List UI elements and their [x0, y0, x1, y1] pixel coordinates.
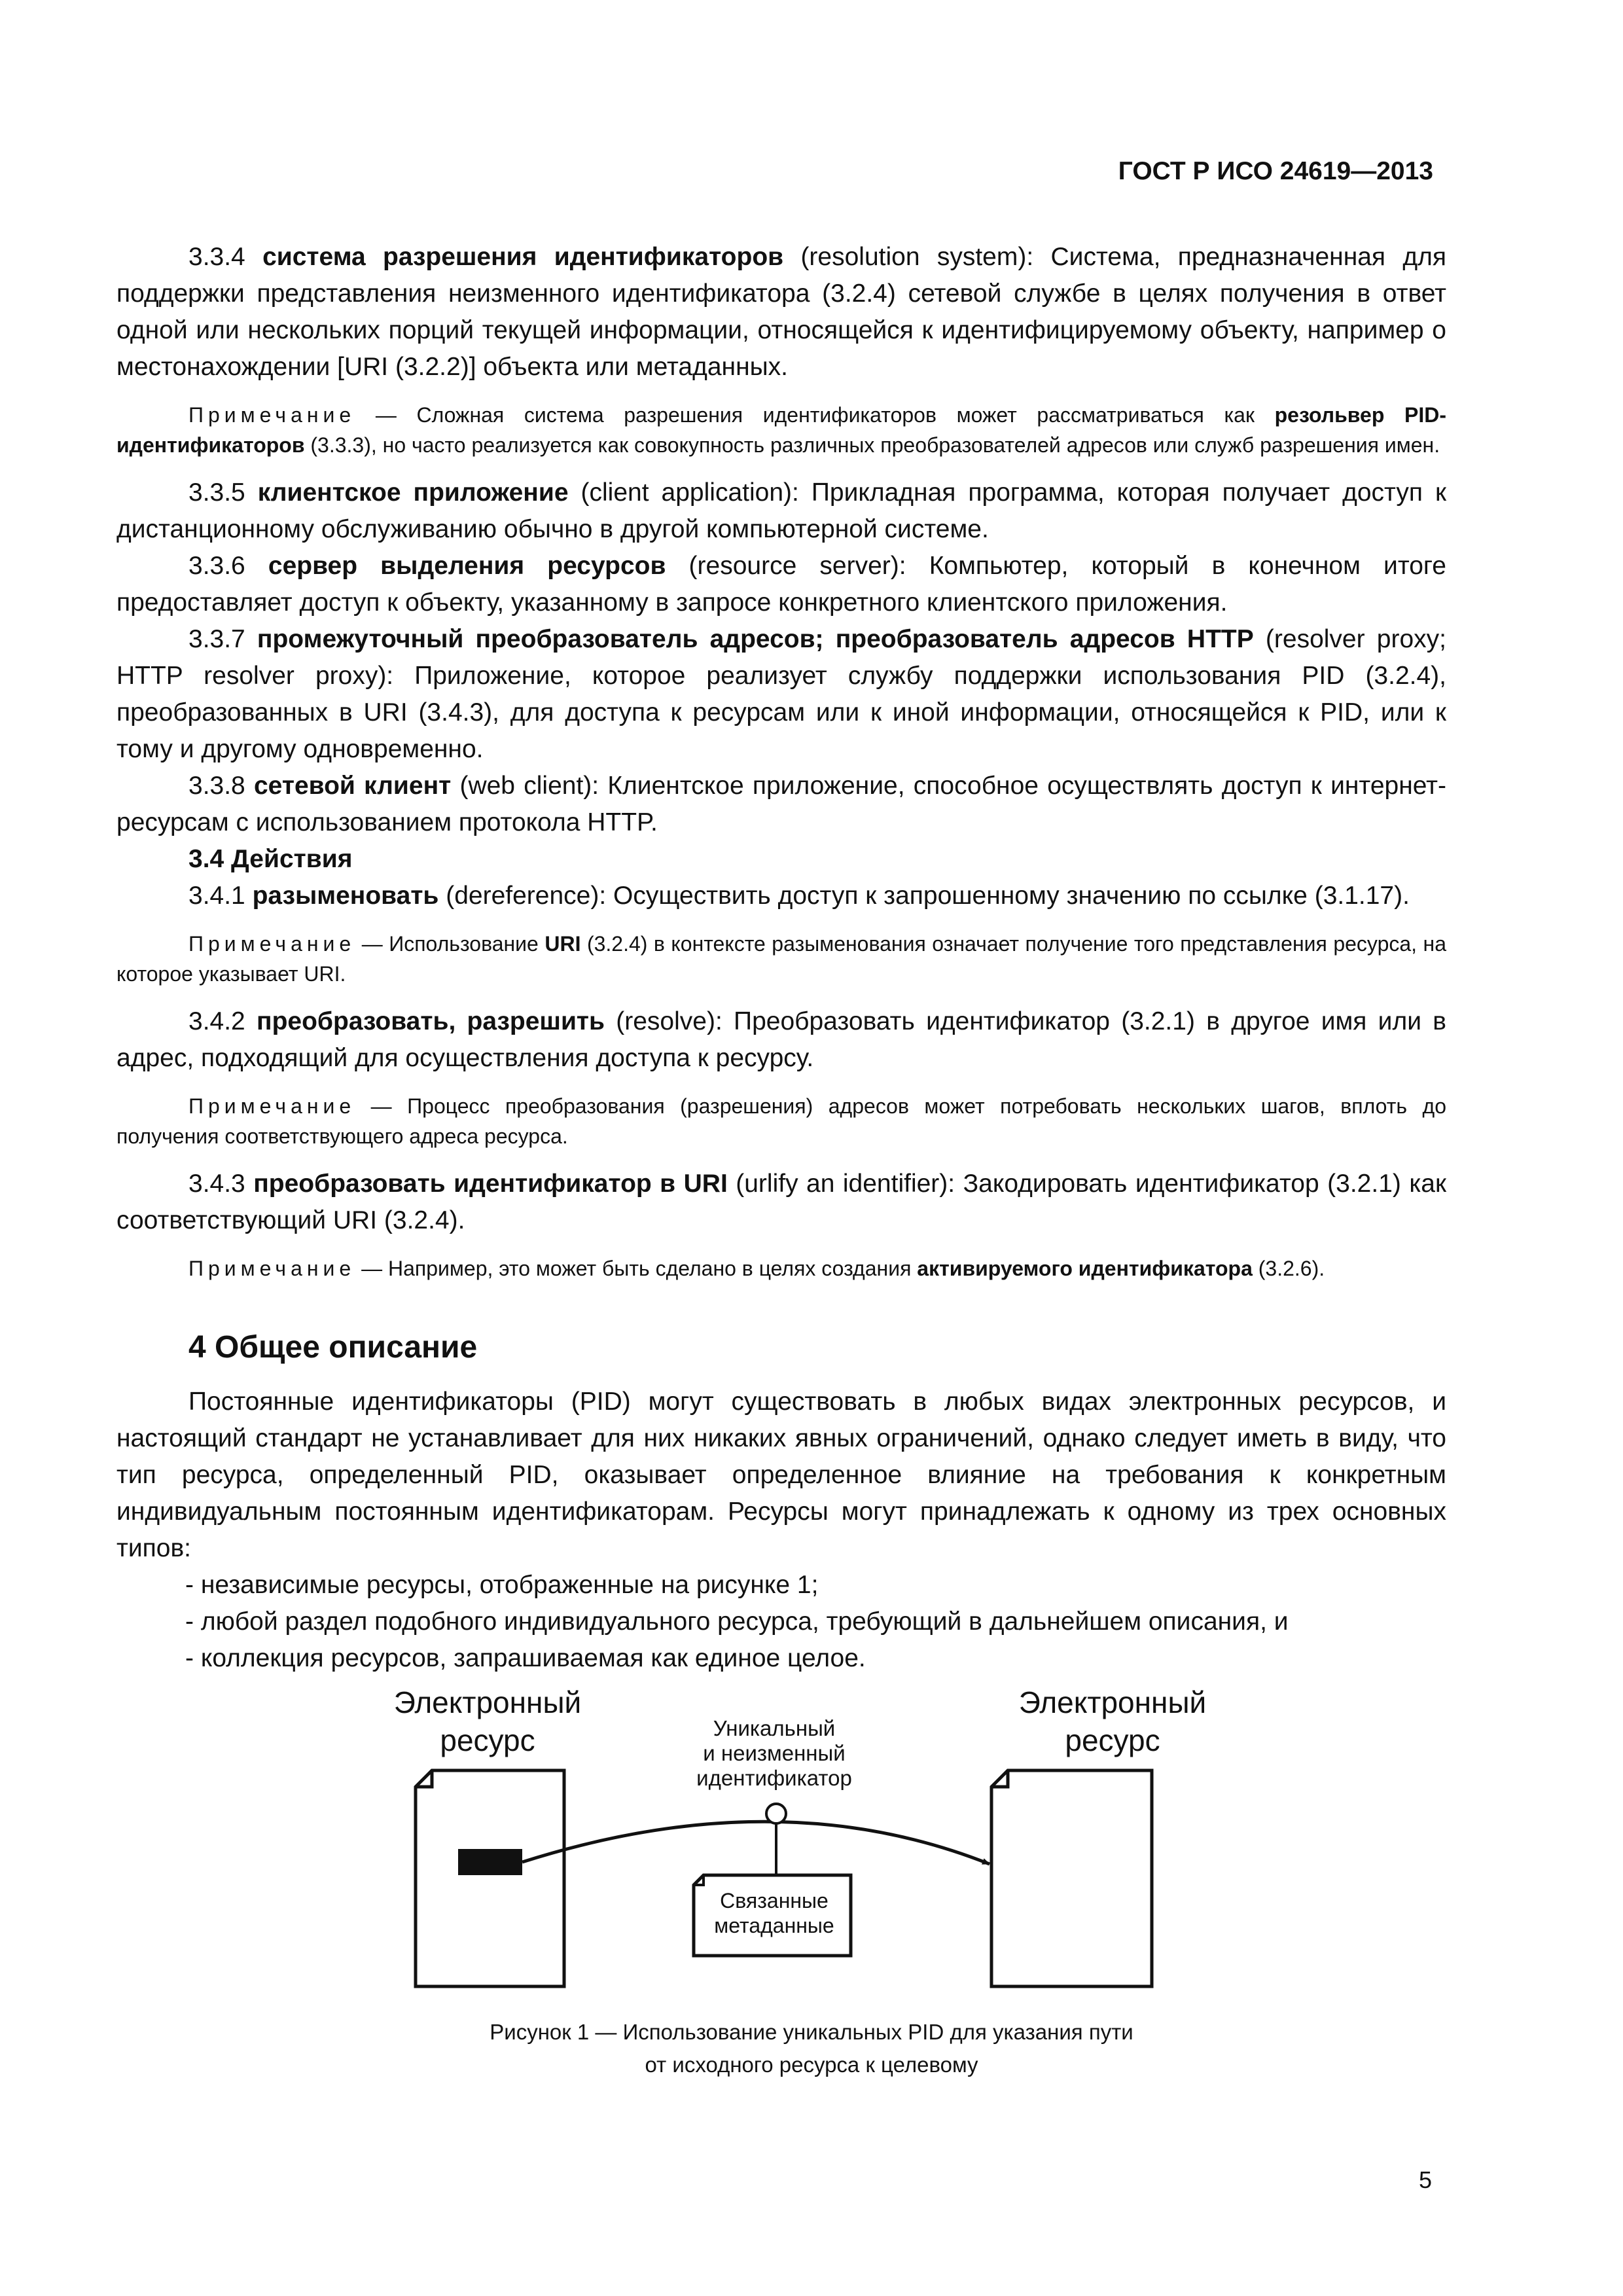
clause-number: 3.3.8	[188, 772, 254, 800]
note-label: Примечание	[188, 1094, 356, 1118]
note-text: — Например, это может быть сделано в целях создания	[355, 1257, 918, 1280]
figure-caption-line2: от исходного ресурса к целевому	[645, 2053, 978, 2077]
pid-block	[458, 1849, 522, 1875]
identifier-label-line2: и неизменный	[703, 1741, 846, 1765]
clause-number: 3.4.2	[188, 1007, 257, 1035]
clause-number: 3.3.4	[188, 243, 263, 271]
term: система разрешения идентификаторов	[262, 243, 784, 271]
list-item: - любой раздел подобного индивидуального ресурса, требующий в дальнейшем описания, и	[185, 1607, 1289, 1636]
note-bold-term: URI	[544, 932, 581, 956]
term: сервер выделения ресурсов	[268, 552, 666, 580]
clause-number: 3.3.6	[188, 552, 268, 580]
definition-text: (resource server): Компьютер, который в конечном итоге предоставляет доступ к объекту, указанному в запросе конкретного клиентского приложения.	[116, 552, 1446, 617]
term: сетевой клиент	[253, 772, 452, 800]
identifier-ring	[766, 1804, 786, 1823]
clause-number: 3.4.3	[188, 1170, 254, 1198]
note-text: — Сложная система разрешения идентификаторов может рассматриваться как	[355, 403, 1275, 427]
definition-text: (web client): Клиентское приложение, способное осуществлять доступ к интернет-ресурсам с использованием протокола HTTP.	[116, 772, 1447, 836]
identifier-label-line3: идентификатор	[696, 1766, 852, 1790]
term: клиентское приложение	[257, 478, 569, 507]
definition-text: (dereference): Осуществить доступ к запрошенному значению по ссылке (3.1.17).	[438, 882, 1410, 910]
clause-number: 3.4.1	[188, 882, 253, 910]
metadata-label-line1: Связанные	[720, 1889, 829, 1912]
section-heading-4: 4 Общее описание	[188, 1330, 478, 1365]
metadata-label-line2: метаданные	[714, 1914, 834, 1937]
note-bold-term: резольвер PID-идентификаторов	[116, 403, 1447, 457]
note-text-rest: (3.3.3), но часто реализуется как совокупность различных преобразователей адресов или служб разрешения имен.	[304, 433, 1440, 457]
definition-text: (resolve): Преобразовать идентификатор (3.2.1) в другое имя или в адрес, подходящий для осуществления доступа к ресурсу.	[116, 1007, 1446, 1072]
figure-caption	[0, 2016, 1623, 2081]
definition-text: (client application): Прикладная программа, которая получает доступ к дистанционному обслуживанию обычно в другой компьютерной системе.	[116, 478, 1447, 543]
page-number: 5	[1418, 2166, 1432, 2193]
document-header: ГОСТ Р ИСО 24619—2013	[1118, 157, 1433, 185]
note-label: Примечание	[188, 403, 356, 427]
section-4-paragraph: Постоянные идентификаторы (PID) могут существовать в любых видах электронных ресурсов, и настоящий стандарт не устанавливает для них никаких явных ограничений, однако следует иметь в виду, что тип ресурса, определенный PID, оказывает определенное влияние на требования к конкретным индивидуальным постоянным идентификаторам. Ресурсы могут принадлежать к одному из трех основных типов:	[116, 1388, 1446, 1562]
clause-number: 3.3.7	[188, 625, 257, 653]
right-resource-label-line2: ресурс	[1065, 1723, 1160, 1757]
definition-text: (urlify an identifier): Закодировать идентификатор (3.2.1) как соответствующий URI (3.2.4).	[116, 1170, 1447, 1234]
term: преобразовать, разрешить	[257, 1007, 605, 1035]
target-document-icon	[991, 1770, 1152, 1986]
link-arrow	[522, 1821, 990, 1864]
note-label: Примечание	[188, 932, 356, 956]
note-text-rest: (3.2.6).	[1252, 1257, 1325, 1280]
note-text-rest: (3.2.4) в контексте разыменования означает получение того представления ресурса, на которое указывает URI.	[116, 932, 1447, 986]
list-item: - коллекция ресурсов, запрашиваемая как единое целое.	[185, 1644, 866, 1672]
note-text: — Процесс преобразования (разрешения) адресов может потребовать нескольких шагов, вплоть до получения соответствующего адреса ресурса.	[116, 1094, 1446, 1148]
term: преобразовать идентификатор в URI	[253, 1170, 728, 1198]
left-resource-label-line2: ресурс	[440, 1723, 535, 1757]
left-resource-label-line1: Электронный	[393, 1685, 582, 1719]
definition-text: (resolver proxy; HTTP resolver proxy): Приложение, которое реализует службу поддержки использования PID (3.2.4), преобразованных в URI (3.4.3), для доступа к ресурсам или к иной информации, относящейся к PID, или к тому и другому одновременно.	[116, 625, 1446, 763]
subsection-heading-3-4: 3.4 Действия	[188, 845, 353, 873]
term: разыменовать	[252, 882, 439, 910]
right-resource-label-line1: Электронный	[1018, 1685, 1207, 1719]
identifier-label-line1: Уникальный	[713, 1716, 836, 1740]
list-item: - независимые ресурсы, отображенные на рисунке 1;	[185, 1571, 819, 1599]
definition-text: (resolution system): Система, предназначенная для поддержки представления неизменного идентификатора (3.2.4) сетевой службе в целях получения в ответ одной или нескольких порций текущей информации, относящейся к идентифицируемому объекту, например о местонахождении [URI (3.2.2)] объекта или метаданных.	[116, 243, 1447, 381]
source-document-icon	[416, 1770, 564, 1986]
clause-number: 3.3.5	[188, 478, 258, 507]
note-text: — Использование	[355, 932, 545, 956]
note-bold-term: активируемого идентификатора	[917, 1257, 1253, 1280]
note-label: Примечание	[188, 1257, 356, 1280]
figure-caption-line1: Рисунок 1 — Использование уникальных PID для указания пути	[490, 2020, 1133, 2044]
term: промежуточный преобразователь адресов; преобразователь адресов HTTP	[257, 625, 1254, 653]
